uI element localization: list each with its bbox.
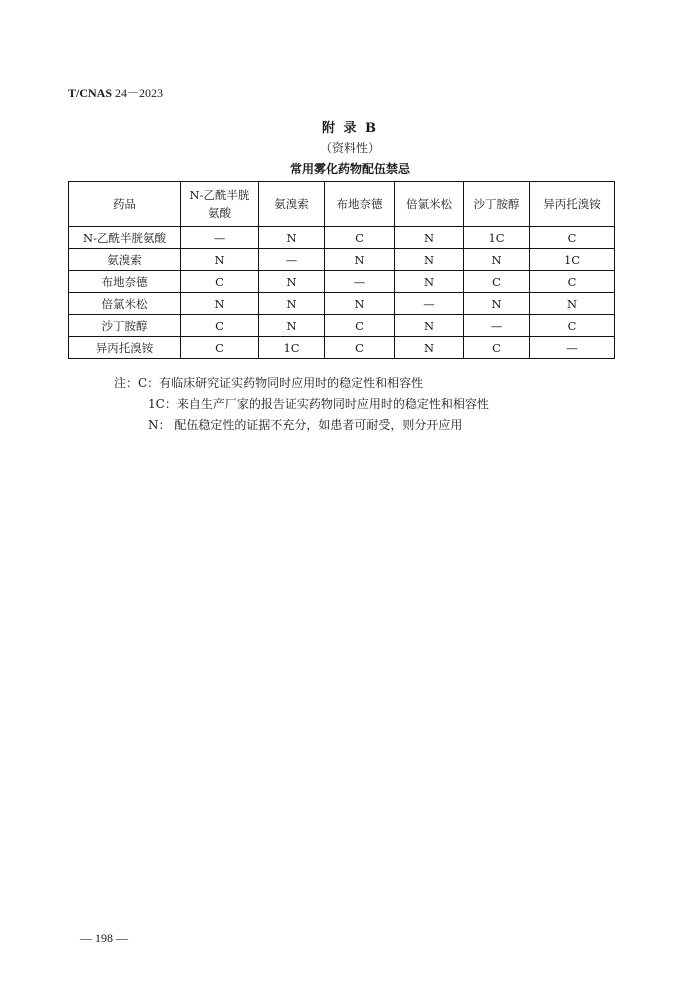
document-code-prefix: T/CNAS	[68, 86, 113, 100]
header-acetylcysteine	[181, 182, 259, 227]
table-cell: 1C	[530, 249, 615, 271]
row-label: 氨溴索	[69, 249, 181, 271]
document-code-number: 24－2023	[115, 86, 164, 100]
row-label: 异丙托溴铵	[69, 337, 181, 359]
header-ipratropium: 异丙托溴铵	[530, 182, 615, 227]
table-cell: C	[325, 337, 395, 359]
table-cell: C	[530, 315, 615, 337]
table-cell: 1C	[259, 337, 325, 359]
table-cell: N	[259, 293, 325, 315]
table-cell: N	[395, 315, 464, 337]
header-acetylcysteine-line2: 氨酸	[208, 206, 231, 220]
appendix-subject: 常用雾化药物配伍禁忌	[289, 162, 410, 176]
row-label: N-乙酰半胱氨酸	[69, 227, 181, 249]
header-ambroxol: 氨溴索	[259, 182, 325, 227]
table-row	[69, 293, 615, 315]
note-1c: 1C：来自生产厂家的报告证实药物同时应用时的稳定性和相容性	[148, 397, 489, 411]
header-salbutamol: 沙丁胺醇	[464, 182, 530, 227]
header-beclomethasone: 倍氯米松	[395, 182, 464, 227]
row-label: 倍氯米松	[69, 293, 181, 315]
page-number: — 198 —	[80, 931, 128, 945]
table-cell: N	[395, 249, 464, 271]
appendix-type: （资料性）	[319, 141, 380, 155]
header-budesonide: 布地奈德	[325, 182, 395, 227]
table-cell: C	[181, 315, 259, 337]
table-cell: N	[395, 271, 464, 293]
row-label: 沙丁胺醇	[69, 315, 181, 337]
table-cell: C	[464, 271, 530, 293]
table-cell: C	[181, 337, 259, 359]
note-c: 注：C：有临床研究证实药物同时应用时的稳定性和相容性	[114, 376, 424, 390]
note-n: N： 配伍稳定性的证据不充分，如患者可耐受，则分开应用	[148, 418, 463, 432]
table-cell: N	[181, 249, 259, 271]
table-cell: N	[181, 293, 259, 315]
table-cell: —	[181, 227, 259, 249]
table-cell: —	[395, 293, 464, 315]
table-cell: N	[464, 293, 530, 315]
table-row	[69, 337, 615, 359]
compatibility-table	[68, 181, 615, 359]
table-cell: —	[259, 249, 325, 271]
table-cell: N	[259, 315, 325, 337]
table-cell: C	[325, 315, 395, 337]
table-row	[69, 315, 615, 337]
header-acetylcysteine-line1: N-乙酰半胱	[189, 188, 250, 202]
table-cell: N	[395, 227, 464, 249]
header-drug: 药品	[69, 182, 181, 227]
table-cell: N	[530, 293, 615, 315]
table-cell: N	[395, 337, 464, 359]
table-cell: N	[325, 249, 395, 271]
table-row	[69, 271, 615, 293]
notes	[114, 373, 489, 436]
table-cell: 1C	[464, 227, 530, 249]
table-cell: N	[325, 293, 395, 315]
table-header-row	[69, 182, 615, 227]
document-code	[68, 84, 163, 101]
table-cell: —	[530, 337, 615, 359]
table-cell: N	[259, 271, 325, 293]
appendix-title: 附 录 B	[321, 121, 379, 136]
table-row	[69, 249, 615, 271]
table-cell: N	[464, 249, 530, 271]
table-cell: C	[181, 271, 259, 293]
table-cell: N	[259, 227, 325, 249]
table-cell: C	[325, 227, 395, 249]
table-cell: C	[464, 337, 530, 359]
table-cell: C	[530, 227, 615, 249]
table-cell: C	[530, 271, 615, 293]
row-label: 布地奈德	[69, 271, 181, 293]
table-cell: —	[464, 315, 530, 337]
table-row	[69, 227, 615, 249]
table-cell: —	[325, 271, 395, 293]
